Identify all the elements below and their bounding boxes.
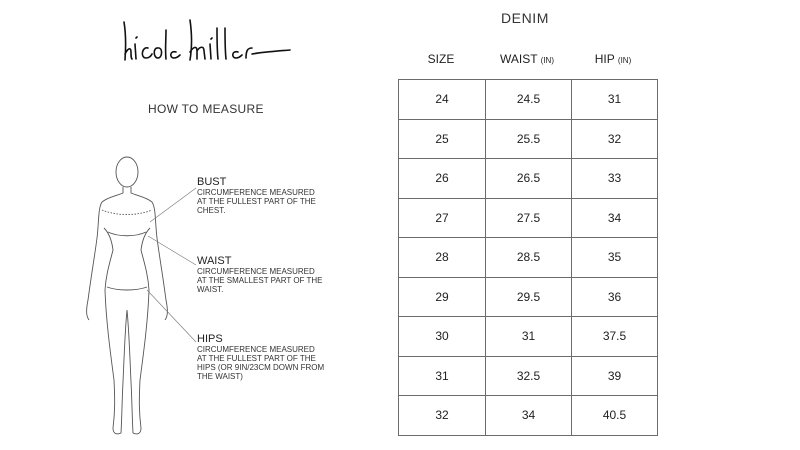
bust-measure-note [197,176,367,215]
waist-cell: 24.5 [486,80,572,120]
bust-desc-line: CIRCUMFERENCE MEASURED [197,188,315,197]
hips-desc-line: AT THE FULLEST PART OF THE [197,354,316,363]
table-row [399,119,658,159]
hips-label: HIPS [197,333,223,345]
bust-desc-line: CHEST. [197,206,226,215]
waist-measure-note [197,255,367,294]
hip-cell: 34 [572,198,658,238]
nicole-miller-logo [118,14,293,72]
size-cell: 29 [399,277,486,317]
table-row [399,238,658,278]
table-row [399,198,658,238]
table-row [399,356,658,396]
how-to-measure-heading: HOW TO MEASURE [148,102,264,116]
bust-desc-line: AT THE FULLEST PART OF THE [197,197,316,206]
header-waist-unit: (IN) [540,56,554,65]
waist-desc-line: CIRCUMFERENCE MEASURED [197,267,315,276]
header-hip: HIP (IN) [594,52,632,66]
waist-cell: 25.5 [486,119,572,159]
waist-desc-line: AT THE SMALLEST PART OF THE [197,276,323,285]
waist-cell: 29.5 [486,277,572,317]
waist-label: WAIST [197,255,232,267]
body-outline-figure-icon [80,150,190,450]
waist-cell: 34 [486,396,572,436]
hip-cell: 33 [572,159,658,199]
size-chart-header-row [398,52,658,68]
table-row [399,159,658,199]
size-cell: 24 [399,80,486,120]
size-cell: 25 [399,119,486,159]
hips-measure-note [197,333,367,381]
waist-desc-line: WAIST. [197,285,224,294]
hip-cell: 35 [572,238,658,278]
waist-cell: 26.5 [486,159,572,199]
header-size: SIZE [427,52,455,66]
table-row [399,80,658,120]
size-cell: 27 [399,198,486,238]
header-hip-unit: (IN) [617,56,632,65]
table-row [399,277,658,317]
size-cell: 28 [399,238,486,278]
waist-cell: 31 [486,317,572,357]
waist-cell: 27.5 [486,198,572,238]
size-cell: 30 [399,317,486,357]
hip-cell: 31 [572,80,658,120]
size-cell: 26 [399,159,486,199]
table-row [399,396,658,436]
header-waist: WAIST (IN) [499,52,554,66]
hip-cell: 40.5 [572,396,658,436]
waist-cell: 32.5 [486,356,572,396]
bust-label: BUST [197,176,227,188]
size-chart-title: DENIM [500,10,550,26]
hip-cell: 36 [572,277,658,317]
size-cell: 32 [399,396,486,436]
size-cell: 31 [399,356,486,396]
waist-cell: 28.5 [486,238,572,278]
hips-desc-line: CIRCUMFERENCE MEASURED [197,345,315,354]
hips-desc-line: THE WAIST) [197,372,243,381]
hip-cell: 37.5 [572,317,658,357]
table-row [399,317,658,357]
size-chart-table [398,79,658,436]
hip-cell: 32 [572,119,658,159]
hips-desc-line: HIPS (OR 9IN/23CM DOWN FROM [197,363,325,372]
hip-cell: 39 [572,356,658,396]
